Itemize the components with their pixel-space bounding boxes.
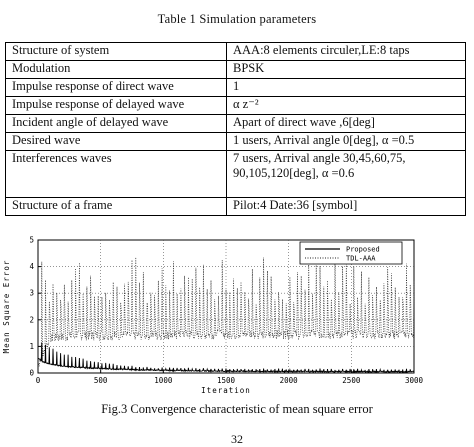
y-axis-label: Mean Square Error xyxy=(2,259,11,354)
parameter-value-line: α z⁻² xyxy=(233,97,259,111)
parameter-value-cell xyxy=(227,79,466,97)
parameter-name-cell: Structure of a frame xyxy=(6,197,227,215)
legend-label: TDL-AAA xyxy=(346,254,376,263)
parameter-value-cell xyxy=(227,197,466,215)
table-row xyxy=(6,61,466,79)
parameter-value-cell xyxy=(227,43,466,61)
table-row xyxy=(6,133,466,151)
parameter-value-cell xyxy=(227,115,466,133)
parameter-value-line: 90,105,120[deg], α =0.6 xyxy=(233,165,355,180)
y-tick-label: 5 xyxy=(29,235,34,245)
parameter-value-line: Pilot:4 Date:36 [symbol] xyxy=(233,197,358,212)
page-number: 32 xyxy=(231,432,243,446)
x-tick-label: 0 xyxy=(35,376,41,385)
parameter-name-cell: Desired wave xyxy=(6,133,227,151)
x-tick-label: 1500 xyxy=(216,376,236,385)
parameter-value-line: 1 xyxy=(233,79,240,93)
y-tick-label: 0 xyxy=(29,368,34,378)
parameter-value-cell xyxy=(227,133,466,151)
parameter-name-cell: Incident angle of delayed wave xyxy=(6,115,227,133)
y-tick-label: 2 xyxy=(29,315,34,325)
table-row xyxy=(6,197,466,215)
y-tick-label: 4 xyxy=(29,262,34,272)
parameter-value-cell xyxy=(227,97,466,115)
parameter-value-line: BPSK xyxy=(233,61,265,75)
table-row xyxy=(6,43,466,61)
table-caption: Table 1 Simulation parameters xyxy=(157,12,317,26)
parameter-value-line: 1 users, Arrival angle 0[deg], α =0.5 xyxy=(233,133,415,147)
x-tick-label: 1000 xyxy=(154,376,173,385)
parameter-value-line: 7 users, Arrival angle 30,45,60,75, xyxy=(233,151,406,165)
parameter-name-cell: Interferences waves xyxy=(6,151,227,198)
x-tick-label: 3000 xyxy=(404,376,424,385)
parameter-value-line xyxy=(233,181,461,196)
parameter-value-line: AAA:8 elements circuler,LE:8 taps xyxy=(233,43,410,57)
x-tick-label: 2000 xyxy=(279,376,298,385)
parameter-value-cell xyxy=(227,61,466,79)
x-tick-label: 500 xyxy=(93,376,108,385)
table-row xyxy=(6,97,466,115)
x-axis-label: Iteration xyxy=(201,386,251,395)
y-tick-label: 1 xyxy=(29,341,34,351)
parameter-name-cell: Impulse response of direct wave xyxy=(6,79,227,97)
parameter-name-cell: Impulse response of delayed wave xyxy=(6,97,227,115)
table-row xyxy=(6,115,466,133)
table-row xyxy=(6,151,466,198)
simulation-parameters-table xyxy=(5,42,466,216)
y-tick-label: 3 xyxy=(29,288,34,298)
parameter-value-line: Apart of direct wave ,6[deg] xyxy=(233,115,375,129)
parameter-name-cell: Structure of system xyxy=(6,43,227,61)
figure-caption: Fig.3 Convergence characteristic of mean square error xyxy=(101,402,373,416)
mse-convergence-chart xyxy=(0,228,474,403)
x-tick-label: 2500 xyxy=(342,376,361,385)
parameter-name-cell: Modulation xyxy=(6,61,227,79)
table-row xyxy=(6,79,466,97)
legend-label: Proposed xyxy=(346,245,380,254)
parameter-value-cell xyxy=(227,151,466,198)
